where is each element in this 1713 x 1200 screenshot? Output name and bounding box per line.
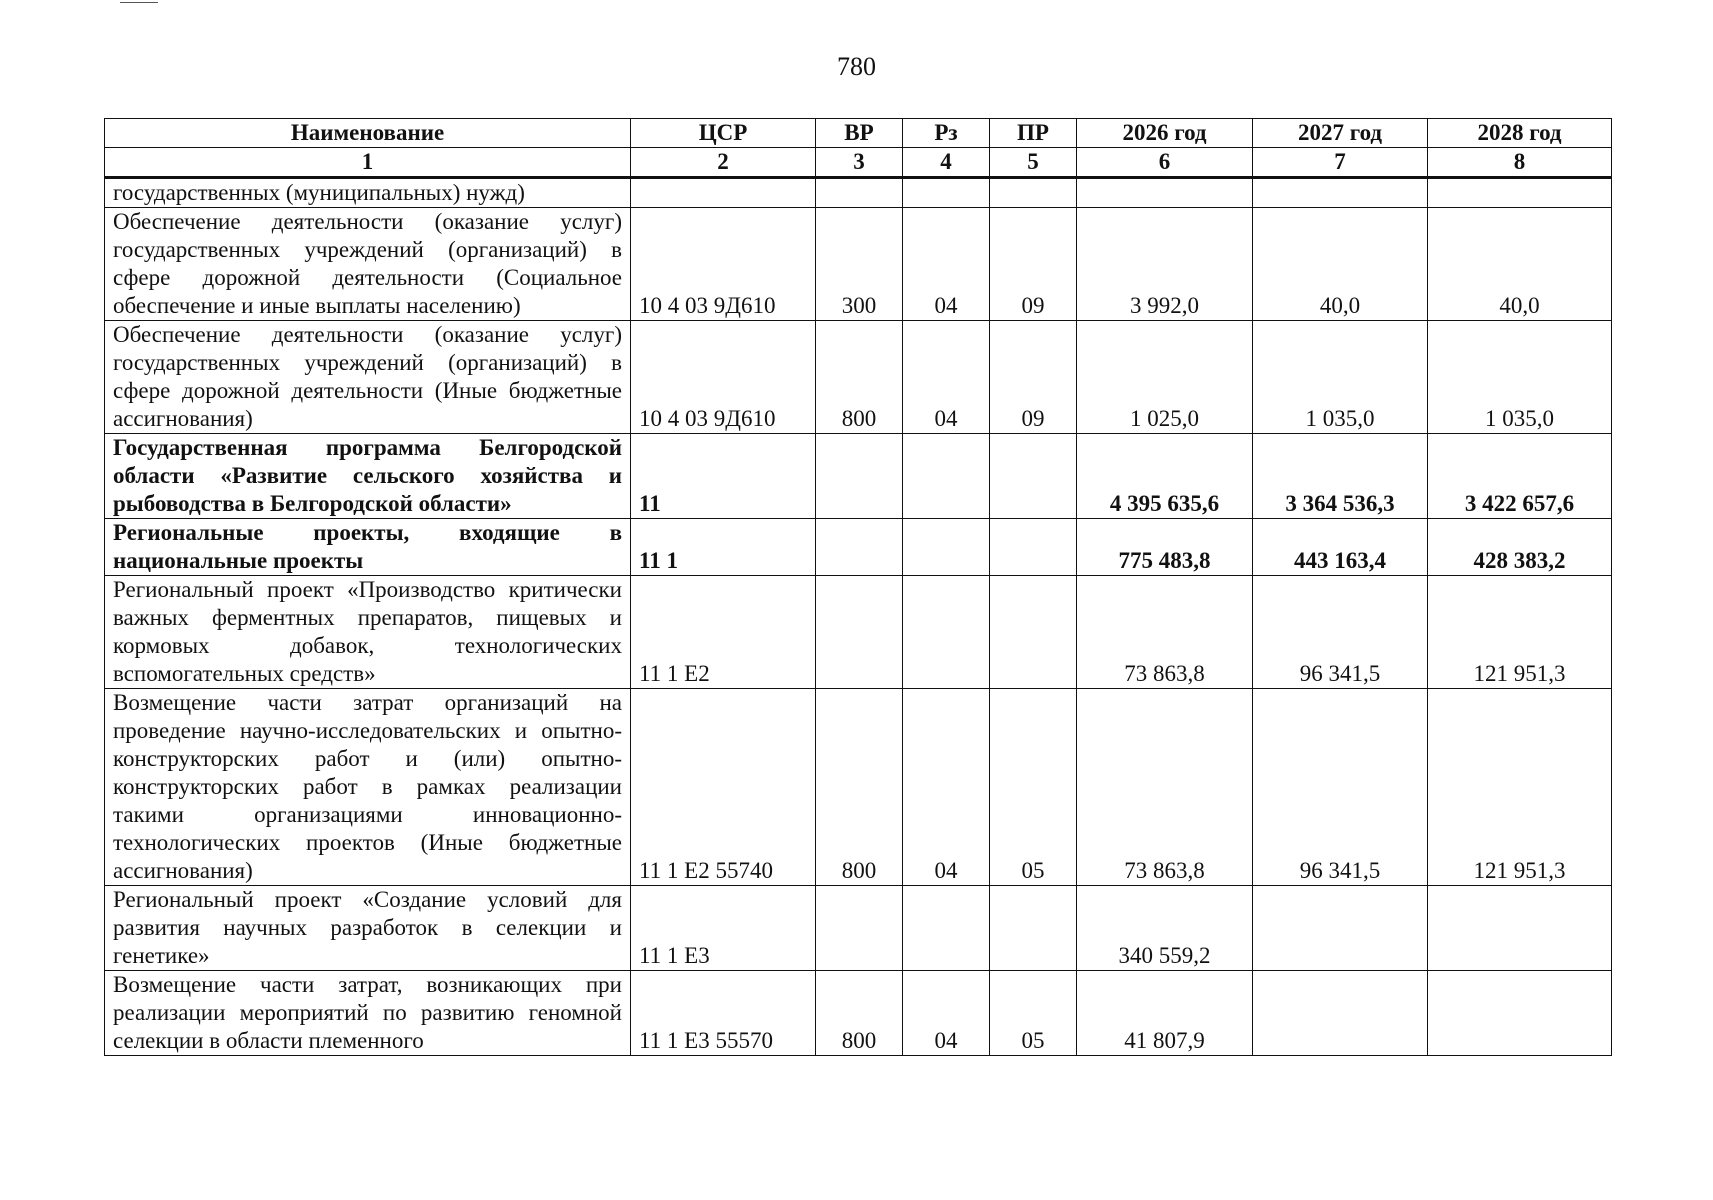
row-2026: 73 863,8 xyxy=(1077,689,1253,886)
row-pr: 05 xyxy=(990,971,1077,1056)
table-row xyxy=(105,178,1612,208)
row-csr xyxy=(631,178,816,208)
row-csr: 11 1 E2 xyxy=(631,576,816,689)
row-2028: 40,0 xyxy=(1428,208,1612,321)
row-rz: 04 xyxy=(903,321,990,434)
row-2026: 1 025,0 xyxy=(1077,321,1253,434)
row-2026 xyxy=(1077,178,1253,208)
row-2027 xyxy=(1253,971,1428,1056)
budget-table xyxy=(104,118,1612,1056)
page-number: 780 xyxy=(837,52,876,81)
header-rz: Рз xyxy=(903,119,990,148)
row-2028: 428 383,2 xyxy=(1428,519,1612,576)
row-pr: 09 xyxy=(990,208,1077,321)
row-name: Возмещение части затрат организаций на проведение научно-исследовательских и опытно-конструкторских работ и (или) опытно-конструкторских работ в рамках реализации такими организациями инновационно-технологических проектов (Иные бюджетные ассигнования) xyxy=(105,689,631,886)
table-row xyxy=(105,886,1612,971)
row-2027 xyxy=(1253,178,1428,208)
row-rz: 04 xyxy=(903,971,990,1056)
header-vr: ВР xyxy=(816,119,903,148)
row-rz xyxy=(903,576,990,689)
column-number: 6 xyxy=(1077,148,1253,178)
table-row xyxy=(105,971,1612,1056)
row-name: Обеспечение деятельности (оказание услуг) государственных учреждений (организаций) в сфере дорожной деятельности (Иные бюджетные ассигнования) xyxy=(105,321,631,434)
row-2027: 443 163,4 xyxy=(1253,519,1428,576)
row-pr xyxy=(990,434,1077,519)
row-2026: 3 992,0 xyxy=(1077,208,1253,321)
row-csr: 11 xyxy=(631,434,816,519)
header-2026: 2026 год xyxy=(1077,119,1253,148)
table-row xyxy=(105,519,1612,576)
row-2028: 1 035,0 xyxy=(1428,321,1612,434)
row-2026: 73 863,8 xyxy=(1077,576,1253,689)
row-2027: 96 341,5 xyxy=(1253,576,1428,689)
row-2027: 3 364 536,3 xyxy=(1253,434,1428,519)
table-row xyxy=(105,434,1612,519)
column-number: 4 xyxy=(903,148,990,178)
row-name: Обеспечение деятельности (оказание услуг) государственных учреждений (организаций) в сфере дорожной деятельности (Социальное обеспечение и иные выплаты населению) xyxy=(105,208,631,321)
row-vr xyxy=(816,886,903,971)
header-csr: ЦСР xyxy=(631,119,816,148)
column-number: 8 xyxy=(1428,148,1612,178)
row-rz: 04 xyxy=(903,689,990,886)
row-2028 xyxy=(1428,178,1612,208)
row-vr: 300 xyxy=(816,208,903,321)
row-rz: 04 xyxy=(903,208,990,321)
table-row xyxy=(105,208,1612,321)
row-name: государственных (муниципальных) нужд) xyxy=(105,178,631,208)
row-rz xyxy=(903,519,990,576)
column-number: 3 xyxy=(816,148,903,178)
row-2028: 121 951,3 xyxy=(1428,576,1612,689)
header-pr: ПР xyxy=(990,119,1077,148)
row-2027: 1 035,0 xyxy=(1253,321,1428,434)
row-2026: 775 483,8 xyxy=(1077,519,1253,576)
row-2027: 96 341,5 xyxy=(1253,689,1428,886)
column-number: 7 xyxy=(1253,148,1428,178)
row-pr xyxy=(990,178,1077,208)
row-rz xyxy=(903,178,990,208)
row-rz xyxy=(903,886,990,971)
row-2028 xyxy=(1428,886,1612,971)
row-2026: 340 559,2 xyxy=(1077,886,1253,971)
row-csr: 11 1 E2 55740 xyxy=(631,689,816,886)
row-vr: 800 xyxy=(816,971,903,1056)
row-vr xyxy=(816,519,903,576)
row-2027: 40,0 xyxy=(1253,208,1428,321)
row-2028: 3 422 657,6 xyxy=(1428,434,1612,519)
header-name: Наименование xyxy=(105,119,631,148)
row-2026: 41 807,9 xyxy=(1077,971,1253,1056)
row-2027 xyxy=(1253,886,1428,971)
header-2027: 2027 год xyxy=(1253,119,1428,148)
row-pr xyxy=(990,886,1077,971)
row-csr: 10 4 03 9Д610 xyxy=(631,321,816,434)
column-number: 1 xyxy=(105,148,631,178)
row-pr: 05 xyxy=(990,689,1077,886)
row-name: Региональный проект «Производство критически важных ферментных препаратов, пищевых и кормовых добавок, технологических вспомогательных средств» xyxy=(105,576,631,689)
column-number: 2 xyxy=(631,148,816,178)
row-2028 xyxy=(1428,971,1612,1056)
row-name: Региональный проект «Создание условий для развития научных разработок в селекции и генетике» xyxy=(105,886,631,971)
row-name: Возмещение части затрат, возникающих при реализации мероприятий по развитию геномной селекции в области племенного xyxy=(105,971,631,1056)
row-csr: 10 4 03 9Д610 xyxy=(631,208,816,321)
row-2028: 121 951,3 xyxy=(1428,689,1612,886)
row-pr xyxy=(990,519,1077,576)
table-row xyxy=(105,689,1612,886)
header-2028: 2028 год xyxy=(1428,119,1612,148)
row-vr xyxy=(816,576,903,689)
row-2026: 4 395 635,6 xyxy=(1077,434,1253,519)
row-name: Государственная программа Белгородской области «Развитие сельского хозяйства и рыбоводства в Белгородской области» xyxy=(105,434,631,519)
row-csr: 11 1 E3 55570 xyxy=(631,971,816,1056)
top-edge-mark xyxy=(120,2,158,3)
row-pr: 09 xyxy=(990,321,1077,434)
header-row xyxy=(105,119,1612,148)
row-vr: 800 xyxy=(816,689,903,886)
row-name: Региональные проекты, входящие в национальные проекты xyxy=(105,519,631,576)
row-pr xyxy=(990,576,1077,689)
column-number-row xyxy=(105,148,1612,178)
table-row xyxy=(105,576,1612,689)
row-csr: 11 1 xyxy=(631,519,816,576)
row-rz xyxy=(903,434,990,519)
column-number: 5 xyxy=(990,148,1077,178)
row-vr xyxy=(816,178,903,208)
row-csr: 11 1 E3 xyxy=(631,886,816,971)
row-vr: 800 xyxy=(816,321,903,434)
row-vr xyxy=(816,434,903,519)
table-row xyxy=(105,321,1612,434)
